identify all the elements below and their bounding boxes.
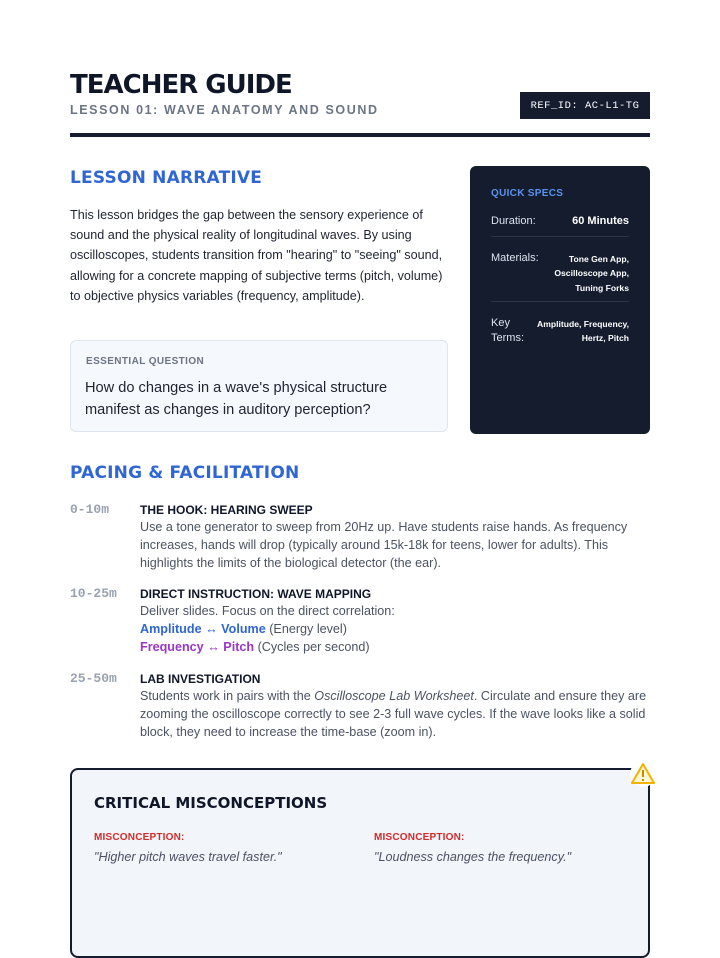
mapping-row-frequency (140, 639, 660, 657)
term-item: Hertz, Pitch (581, 333, 629, 344)
mapping-right: Pitch (223, 639, 255, 654)
essential-question-label: ESSENTIAL QUESTION (86, 356, 205, 367)
pacing-time: 25-50m (70, 671, 117, 686)
header-divider (70, 133, 650, 137)
spec-terms-label-line: Key (491, 317, 510, 329)
spec-duration-value: 60 Minutes (572, 215, 629, 227)
pacing-text-pre: Students work in pairs with the (140, 689, 315, 703)
misconception-quote: "Higher pitch waves travel faster." (94, 850, 282, 864)
pacing-title: LAB INVESTIGATION (140, 672, 261, 686)
lesson-subtitle: LESSON 01: WAVE ANATOMY AND SOUND (70, 103, 379, 117)
mapping-row-amplitude (140, 621, 660, 639)
essential-question-box (70, 340, 448, 432)
pacing-title: THE HOOK: HEARING SWEEP (140, 503, 313, 517)
essential-question-text: How do changes in a wave's physical structure manifest as changes in auditory perception? (85, 380, 388, 418)
spec-divider (491, 301, 629, 302)
pacing-text-post: . Circulate and ensure they are zooming the oscilloscope correctly to see 2-3 full wave cycles. If the wave looks like a solid block, they need to increase the time-base (zoom in). (140, 689, 647, 739)
page-title: TEACHER GUIDE (70, 70, 292, 100)
ref-id-badge (520, 92, 650, 119)
mapping-left: Frequency (140, 639, 204, 654)
pacing-time: 0-10m (70, 502, 110, 517)
pacing-heading: PACING & FACILITATION (70, 463, 300, 483)
misconception-item (94, 832, 354, 864)
mapping-arrow: ↔ (205, 621, 218, 636)
misconception-item (374, 832, 634, 864)
mapping-note: (Energy level) (269, 621, 347, 636)
pacing-body (140, 671, 660, 741)
mapping-left: Amplitude (140, 621, 202, 636)
pacing-text (140, 688, 660, 741)
pacing-body (140, 586, 660, 656)
material-item: Tuning Forks (575, 282, 629, 293)
mapping-right: Volume (221, 621, 266, 636)
narrative-heading: LESSON NARRATIVE (70, 168, 263, 188)
mapping-arrow: ↔ (207, 639, 220, 654)
misconception-quote: "Loudness changes the frequency." (374, 850, 572, 864)
pacing-title: DIRECT INSTRUCTION: WAVE MAPPING (140, 587, 372, 601)
ref-id-text: REF_ID: AC-L1-TG (530, 99, 640, 112)
spec-terms-value (537, 317, 629, 346)
term-item: Amplitude, Frequency, (537, 319, 629, 329)
spec-terms-label (491, 316, 524, 346)
spec-materials-value (554, 252, 629, 295)
misconceptions-box (70, 768, 650, 958)
pacing-text: Deliver slides. Focus on the direct correlation: (140, 604, 395, 618)
misconception-label: MISCONCEPTION: (94, 832, 185, 843)
quick-specs-card (470, 166, 650, 434)
narrative-body: This lesson bridges the gap between the sensory experience of sound and the physical reality of longitudinal waves. By using oscilloscopes, students transition from "hearing" to "seeing" sound, allowing for a concrete mapping of subjective terms (pitch, volume) to objective physics variables (frequency, amplitude). (70, 208, 443, 303)
spec-duration-label: Duration: (491, 215, 536, 227)
material-item: Oscilloscope App, (554, 268, 629, 279)
pacing-text: Use a tone generator to sweep from 20Hz up. Have students raise hands. As frequency increases, hands will drop (typically around 15k-18k for teens, lower for adults). This highlights the limits of the biological detector (the ear). (140, 520, 628, 570)
misconception-label: MISCONCEPTION: (374, 832, 465, 843)
spec-terms-label-line: Terms: (491, 332, 524, 344)
spec-divider (491, 236, 629, 237)
mapping-note: (Cycles per second) (257, 639, 370, 654)
spec-materials-label: Materials: (491, 252, 539, 264)
material-item: Tone Gen App, (568, 254, 629, 264)
misconceptions-heading: CRITICAL MISCONCEPTIONS (94, 794, 328, 812)
pacing-time: 10-25m (70, 586, 117, 601)
warning-icon (629, 760, 657, 788)
pacing-body (140, 502, 660, 572)
quick-specs-title: QUICK SPECS (491, 188, 564, 199)
worksheet-title: Oscilloscope Lab Worksheet (314, 689, 474, 703)
